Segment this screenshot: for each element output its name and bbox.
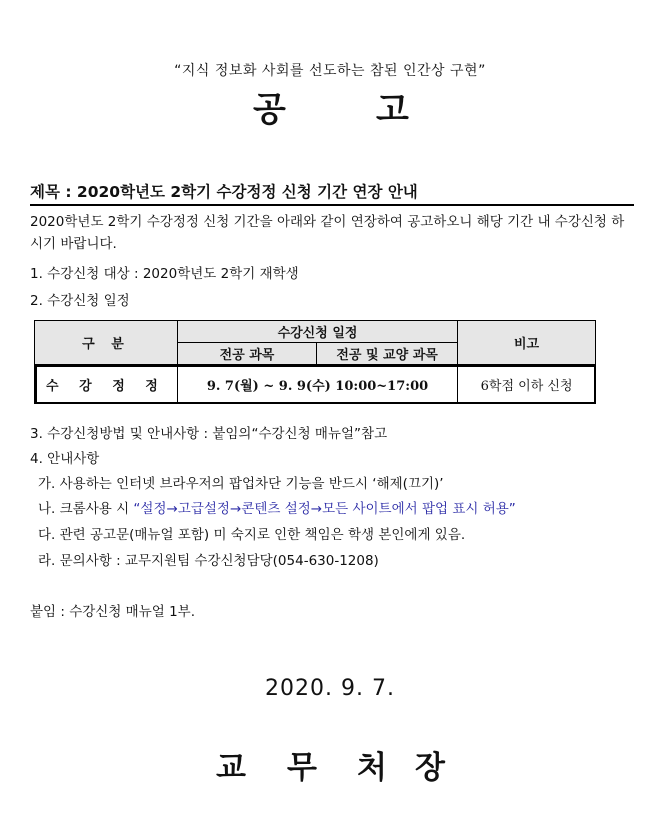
item-schedule: 2. 수강신청 일정 [30, 293, 130, 309]
item-target: 1. 수강신청 대상 : 2020학년도 2학기 재학생 [30, 266, 299, 282]
title-char-2: 고 [376, 90, 411, 130]
item-method: 3. 수강신청방법 및 안내사항 : 붙임의“수강신청 매뉴얼”참고 [30, 426, 388, 442]
notice-da: 다. 관련 공고문(매뉴얼 포함) 미 숙지로 인한 책임은 학생 본인에게 있음. [38, 527, 466, 543]
notice-ra: 라. 문의사항 : 교무지원팀 수강신청담당(054-630-1208) [38, 553, 379, 569]
header-category: 구 분 [35, 321, 178, 365]
schedule-table [34, 320, 596, 404]
signature-char-1: 교 [216, 750, 246, 786]
table-row [35, 365, 596, 404]
header-major: 전공 과목 [177, 343, 316, 365]
signature-char-2: 무 [287, 750, 317, 786]
notice-ga: 가. 사용하는 인터넷 브라우저의 팝업차단 기능을 반드시 ‘해제(끄기)’ [38, 476, 444, 492]
attachment-line: 붙임 : 수강신청 매뉴얼 1부. [30, 604, 196, 620]
signature-char-3: 처 [357, 750, 387, 786]
header-remarks: 비고 [458, 321, 596, 365]
signature [0, 742, 660, 786]
intro-paragraph: 2020학년도 2학기 수강정정 신청 기간을 아래와 같이 연장하여 공고하오니 해당 기간 내 수강신청 하시기 바랍니다. [30, 214, 625, 252]
notice-na [38, 497, 516, 517]
motto: “지식 정보화 사회를 선도하는 참된 인간상 구현” [174, 63, 486, 79]
notice-na-path: “설정→고급설정→콘텐츠 설정→모든 사이트에서 팝업 표시 허용” [133, 501, 516, 517]
title-char-1: 공 [253, 90, 288, 130]
row-note: 6학점 이하 신청 [458, 365, 596, 404]
subject-line: 제목 : 2020학년도 2학기 수강정정 신청 기간 연장 안내 [30, 183, 418, 201]
row-label: 수 강 정 정 [35, 365, 178, 404]
notice-na-prefix: 나. 크롬사용 시 [38, 501, 134, 517]
notice-date: 2020. 9. 7. [265, 676, 395, 701]
signature-char-4: 장 [415, 750, 445, 786]
divider [30, 204, 634, 206]
item-notices: 4. 안내사항 [30, 451, 100, 467]
row-period: 9. 7(월) ~ 9. 9(수) 10:00~17:00 [177, 365, 457, 404]
header-major-liberal: 전공 및 교양 과목 [317, 343, 458, 365]
header-schedule: 수강신청 일정 [177, 321, 457, 343]
notice-title [0, 82, 660, 130]
